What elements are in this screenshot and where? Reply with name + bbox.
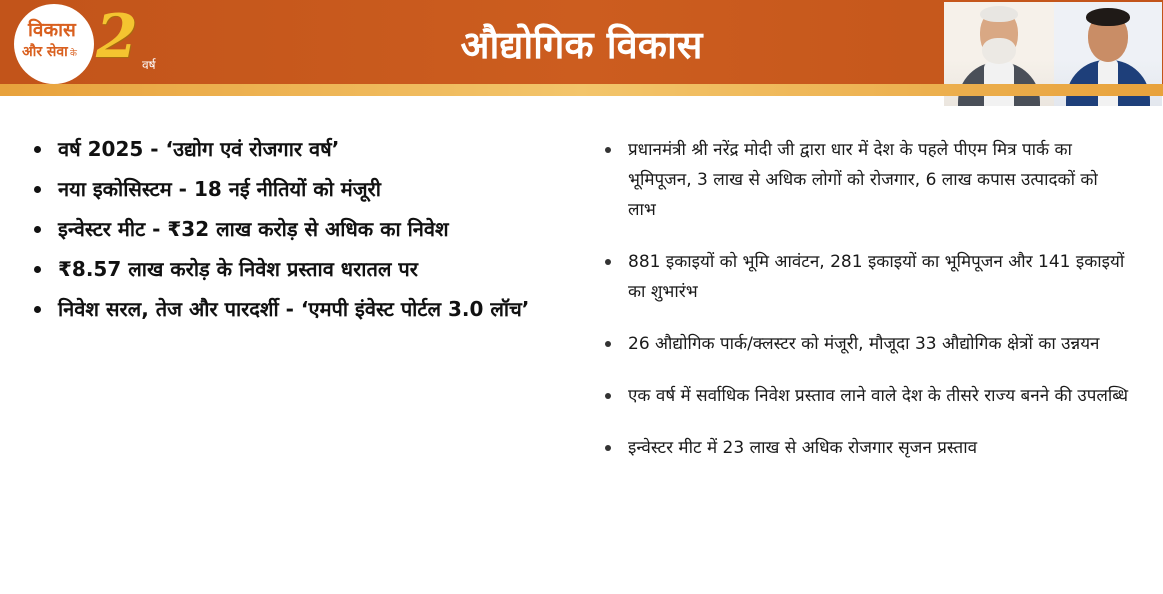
bullet-icon xyxy=(34,186,41,193)
bullet-icon xyxy=(605,445,611,451)
list-item xyxy=(600,433,1130,463)
list-item xyxy=(600,381,1130,411)
bullet-icon xyxy=(34,306,41,313)
logo-text-line1: विकास xyxy=(28,19,76,41)
list-item-text: 26 औद्योगिक पार्क/क्लस्टर को मंजूरी, मौजूदा 33 औद्योगिक क्षेत्रों का उन्नयन xyxy=(628,334,1100,354)
logo-suffix: वर्ष xyxy=(142,58,156,72)
list-item-text: इन्वेस्टर मीट - ₹32 लाख करोड़ से अधिक का निवेश xyxy=(58,217,449,241)
list-item-text: प्रधानमंत्री श्री नरेंद्र मोदी जी द्वारा धार में देश के पहले पीएम मित्र पार्क का भूमिपूजन, 3 लाख से अधिक लोगों को रोजगार, 6 लाख कपास उत्पादकों को लाभ xyxy=(628,140,1098,220)
list-item xyxy=(600,329,1130,359)
list-item-text: निवेश सरल, तेज और पारदर्शी - ‘एमपी इंवेस्ट पोर्टल 3.0 लॉच’ xyxy=(58,297,530,321)
list-item xyxy=(30,292,560,326)
bullet-icon xyxy=(605,259,611,265)
bullet-icon xyxy=(605,393,611,399)
list-item xyxy=(600,247,1130,307)
logo-text-line2-suffix: के xyxy=(70,49,77,59)
bullet-icon xyxy=(34,146,41,153)
portrait-right-shirt xyxy=(1098,60,1118,106)
list-item-text: ₹8.57 लाख करोड़ के निवेश प्रस्ताव धरातल पर xyxy=(58,257,418,281)
portrait-right-hair xyxy=(1086,8,1130,26)
header-band xyxy=(0,0,1163,96)
portrait-left-beard xyxy=(982,38,1016,64)
list-item xyxy=(30,252,560,286)
right-details-column xyxy=(600,135,1130,485)
bullet-icon xyxy=(34,226,41,233)
list-item-text: 881 इकाइयों को भूमि आवंटन, 281 इकाइयों का भूमिपूजन और 141 इकाइयों का शुभारंभ xyxy=(628,252,1125,302)
header-accent-line xyxy=(0,84,1163,96)
logo-text-line2: और सेवा xyxy=(22,44,68,60)
left-highlights-list xyxy=(30,132,560,326)
left-highlights-column xyxy=(30,132,560,332)
list-item xyxy=(30,132,560,166)
logo-number: 2 xyxy=(96,2,138,72)
list-item-text: नया इकोसिस्टम - 18 नई नीतियों को मंजूरी xyxy=(58,177,381,201)
page-title: औद्योगिक विकास xyxy=(460,23,703,67)
list-item xyxy=(30,212,560,246)
bullet-icon xyxy=(34,266,41,273)
list-item-text: एक वर्ष में सर्वाधिक निवेश प्रस्ताव लाने वाले देश के तीसरे राज्य बनने की उपलब्धि xyxy=(628,386,1129,406)
list-item xyxy=(30,172,560,206)
list-item-text: इन्वेस्टर मीट में 23 लाख से अधिक रोजगार सृजन प्रस्ताव xyxy=(628,438,978,458)
bullet-icon xyxy=(605,341,611,347)
right-details-list xyxy=(600,135,1130,463)
list-item-text: वर्ष 2025 - ‘उद्योग एवं रोजगार वर्ष’ xyxy=(58,137,340,161)
bullet-icon xyxy=(605,147,611,153)
list-item xyxy=(600,135,1130,225)
portrait-left-hair xyxy=(980,6,1018,22)
